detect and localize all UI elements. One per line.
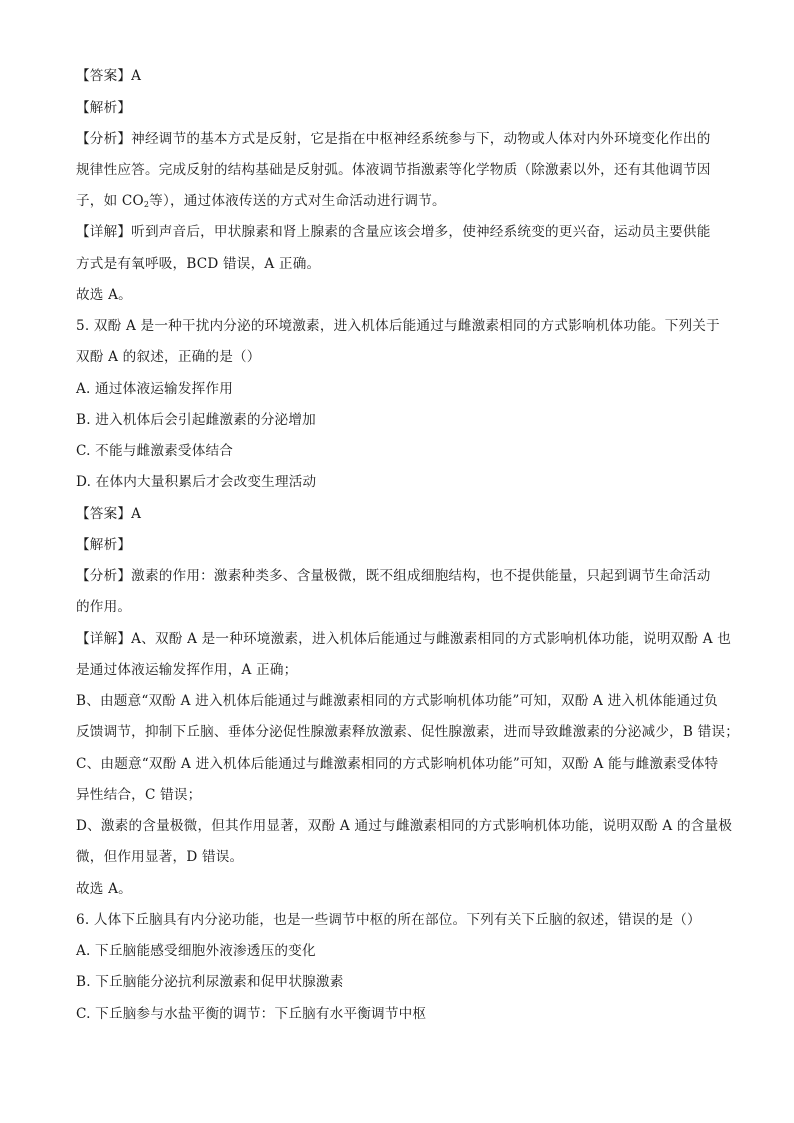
question-6-option-a: A. 下丘脑能感受细胞外液渗透压的变化 — [76, 943, 316, 959]
detail-paragraph-line: 【详解】听到声音后，甲状腺素和肾上腺素的含量应该会增多，使神经系统变的更兴奋，运动员主要供能 — [76, 224, 711, 240]
text-span: 子，如 CO — [76, 193, 144, 209]
detail-paragraph-line: 微，但作用显著，D 错误。 — [76, 849, 244, 865]
analysis-paragraph-line: 规律性应答。完成反射的结构基础是反射弧。体液调节指激素等化学物质（除激素以外，还有其他调节因 — [76, 162, 711, 178]
detail-paragraph-line: 【详解】A、双酚 A 是一种环境激素，进入机体后能通过与雌激素相同的方式影响机体功能，说明双酚 A 也 — [76, 631, 732, 647]
detail-paragraph-line: 异性结合，C 错误； — [76, 787, 202, 803]
subscript-2: 2 — [143, 200, 150, 209]
detail-paragraph-line: 反馈调节，抑制下丘脑、垂体分泌促性腺激素释放激素、促性腺激素，进而导致雌激素的分泌减少，B 错误； — [76, 724, 740, 740]
detail-paragraph-line: D、激素的含量极微，但其作用显著，双酚 A 通过与雌激素相同的方式影响机体功能，说明双酚 A 的含量极 — [76, 818, 733, 834]
question-5-option-c: C. 不能与雌激素受体结合 — [76, 443, 234, 459]
detail-paragraph-line: C、由题意“双酚 A 进入机体后能通过与雌激素相同的方式影响机体功能”可知，双酚 A 能与雌激素受体特 — [76, 756, 719, 772]
conclusion-line: 故选 A。 — [76, 881, 132, 897]
answer-label: 【答案】A — [76, 68, 142, 84]
analysis-paragraph-line: 的作用。 — [76, 599, 132, 615]
analysis-paragraph-line: 【分析】神经调节的基本方式是反射，它是指在中枢神经系统参与下，动物或人体对内外环境变化作出的 — [76, 131, 711, 147]
question-6-option-b: B. 下丘脑能分泌抗利尿激素和促甲状腺激素 — [76, 974, 344, 990]
question-5-option-a: A. 通过体液运输发挥作用 — [76, 381, 233, 397]
analysis-paragraph-line — [76, 192, 446, 210]
detail-paragraph-line: 方式是有氧呼吸，BCD 错误，A 正确。 — [76, 256, 321, 272]
analysis-label: 【解析】 — [76, 100, 132, 116]
question-6-option-c: C. 下丘脑参与水盐平衡的调节：下丘脑有水平衡调节中枢 — [76, 1006, 427, 1022]
text-span: 等），通过体液传送的方式对生命活动进行调节。 — [149, 193, 446, 209]
analysis-label: 【解析】 — [76, 537, 132, 553]
detail-paragraph-line: 是通过体液运输发挥作用，A 正确； — [76, 662, 298, 678]
question-5-stem: 5. 双酚 A 是一种干扰内分泌的环境激素，进入机体后能通过与雌激素相同的方式影响机体功能。下列关于 — [76, 318, 720, 334]
question-6-stem: 6. 人体下丘脑具有内分泌功能，也是一些调节中枢的所在部位。下列有关下丘脑的叙述，错误的是（） — [76, 912, 701, 928]
analysis-paragraph-line: 【分析】激素的作用：激素种类多、含量极微，既不组成细胞结构，也不提供能量，只起到调节生命活动 — [76, 568, 711, 584]
question-5-stem: 双酚 A 的叙述，正确的是（） — [76, 349, 261, 365]
answer-label: 【答案】A — [76, 506, 142, 522]
detail-paragraph-line: B、由题意“双酚 A 进入机体后能通过与雌激素相同的方式影响机体功能”可知，双酚 A 进入机体能通过负 — [76, 693, 718, 709]
question-5-option-d: D. 在体内大量积累后才会改变生理活动 — [76, 474, 317, 490]
question-5-option-b: B. 进入机体后会引起雌激素的分泌增加 — [76, 412, 316, 428]
conclusion-line: 故选 A。 — [76, 287, 132, 303]
